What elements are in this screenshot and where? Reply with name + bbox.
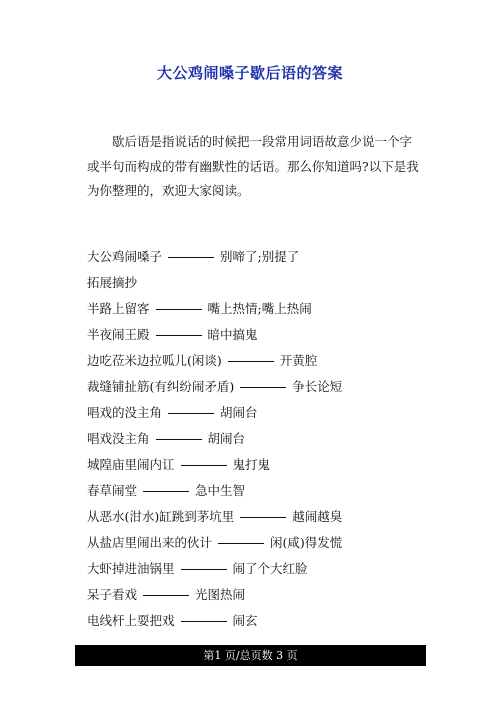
dash-divider — [218, 543, 264, 544]
list-item — [87, 325, 432, 351]
item-answer: 越闹越臭 — [292, 509, 343, 524]
page-footer: 第1 页/总页数 3 页 — [75, 645, 426, 666]
list-item — [87, 429, 432, 455]
item-answer: 胡闹台 — [207, 431, 246, 446]
item-answer: 闲(咸)得发慌 — [270, 535, 343, 550]
item-phrase: 裁缝铺扯筋(有纠纷闹矛盾) — [87, 379, 235, 394]
dash-divider — [156, 309, 202, 310]
item-phrase: 半路上留客 — [87, 301, 150, 316]
dash-divider — [168, 413, 214, 414]
item-answer: 争长论短 — [292, 379, 343, 394]
item-answer: 胡闹台 — [220, 405, 258, 420]
list-item — [87, 559, 432, 585]
item-phrase: 拓展摘抄 — [87, 275, 138, 290]
dash-divider — [181, 465, 227, 466]
item-phrase: 唱戏的没主角 — [87, 405, 163, 420]
dash-divider — [240, 517, 286, 518]
item-phrase: 从恶水(泔水)缸跳到茅坑里 — [87, 509, 235, 524]
item-answer: 开黄腔 — [279, 353, 318, 368]
item-phrase: 大虾掉进油锅里 — [87, 561, 175, 576]
item-phrase: 春草闹堂 — [87, 483, 138, 498]
item-answer: 暗中搞鬼 — [207, 327, 258, 342]
dash-divider — [143, 595, 189, 596]
list-item — [87, 247, 432, 273]
item-phrase: 呆子看戏 — [87, 587, 138, 602]
item-answer: 鬼打鬼 — [232, 457, 271, 472]
list-item — [87, 481, 432, 507]
dash-divider — [181, 569, 227, 570]
item-phrase: 唱戏没主角 — [87, 431, 150, 446]
document-title: 大公鸡闹嗓子歇后语的答案 — [156, 64, 343, 82]
item-answer: 闹玄 — [232, 613, 258, 628]
idiom-list — [87, 247, 432, 637]
item-phrase: 大公鸡闹嗓子 — [87, 249, 163, 264]
list-item — [87, 403, 432, 429]
item-phrase: 边吃莅米边拉呱儿(闲谈) — [87, 353, 222, 368]
item-phrase: 电线杆上耍把戏 — [87, 613, 175, 628]
list-item — [87, 377, 432, 403]
item-answer: 急中生智 — [195, 483, 246, 498]
list-item — [87, 351, 432, 377]
list-item — [87, 585, 432, 611]
dash-divider — [156, 439, 202, 440]
item-answer: 光图热闹 — [195, 587, 246, 602]
dash-divider — [240, 387, 286, 388]
dash-divider — [143, 491, 189, 492]
list-item — [87, 533, 432, 559]
item-phrase: 从盐店里闹出来的伙计 — [87, 535, 213, 550]
dash-divider — [228, 361, 274, 362]
intro-paragraph: 歇后语是指说话的时候把一段常用词语故意少说一个字或半句而构成的带有幽默性的话语。那么你知道吗?以下是我为你整理的，欢迎大家阅读。 — [87, 134, 419, 198]
list-item — [87, 299, 432, 325]
list-item — [87, 455, 432, 481]
dash-divider — [168, 257, 214, 258]
list-item — [87, 507, 432, 533]
dash-divider — [156, 335, 202, 336]
item-phrase: 城隍庙里闹内讧 — [87, 457, 175, 472]
item-answer: 闹了个大红脸 — [232, 561, 308, 576]
list-item — [87, 611, 432, 637]
item-answer: 别啼了;别提了 — [220, 249, 300, 264]
dash-divider — [181, 621, 227, 622]
item-phrase: 半夜闹王殿 — [87, 327, 150, 342]
list-item — [87, 273, 432, 299]
item-answer: 嘴上热情;嘴上热闹 — [207, 301, 312, 316]
